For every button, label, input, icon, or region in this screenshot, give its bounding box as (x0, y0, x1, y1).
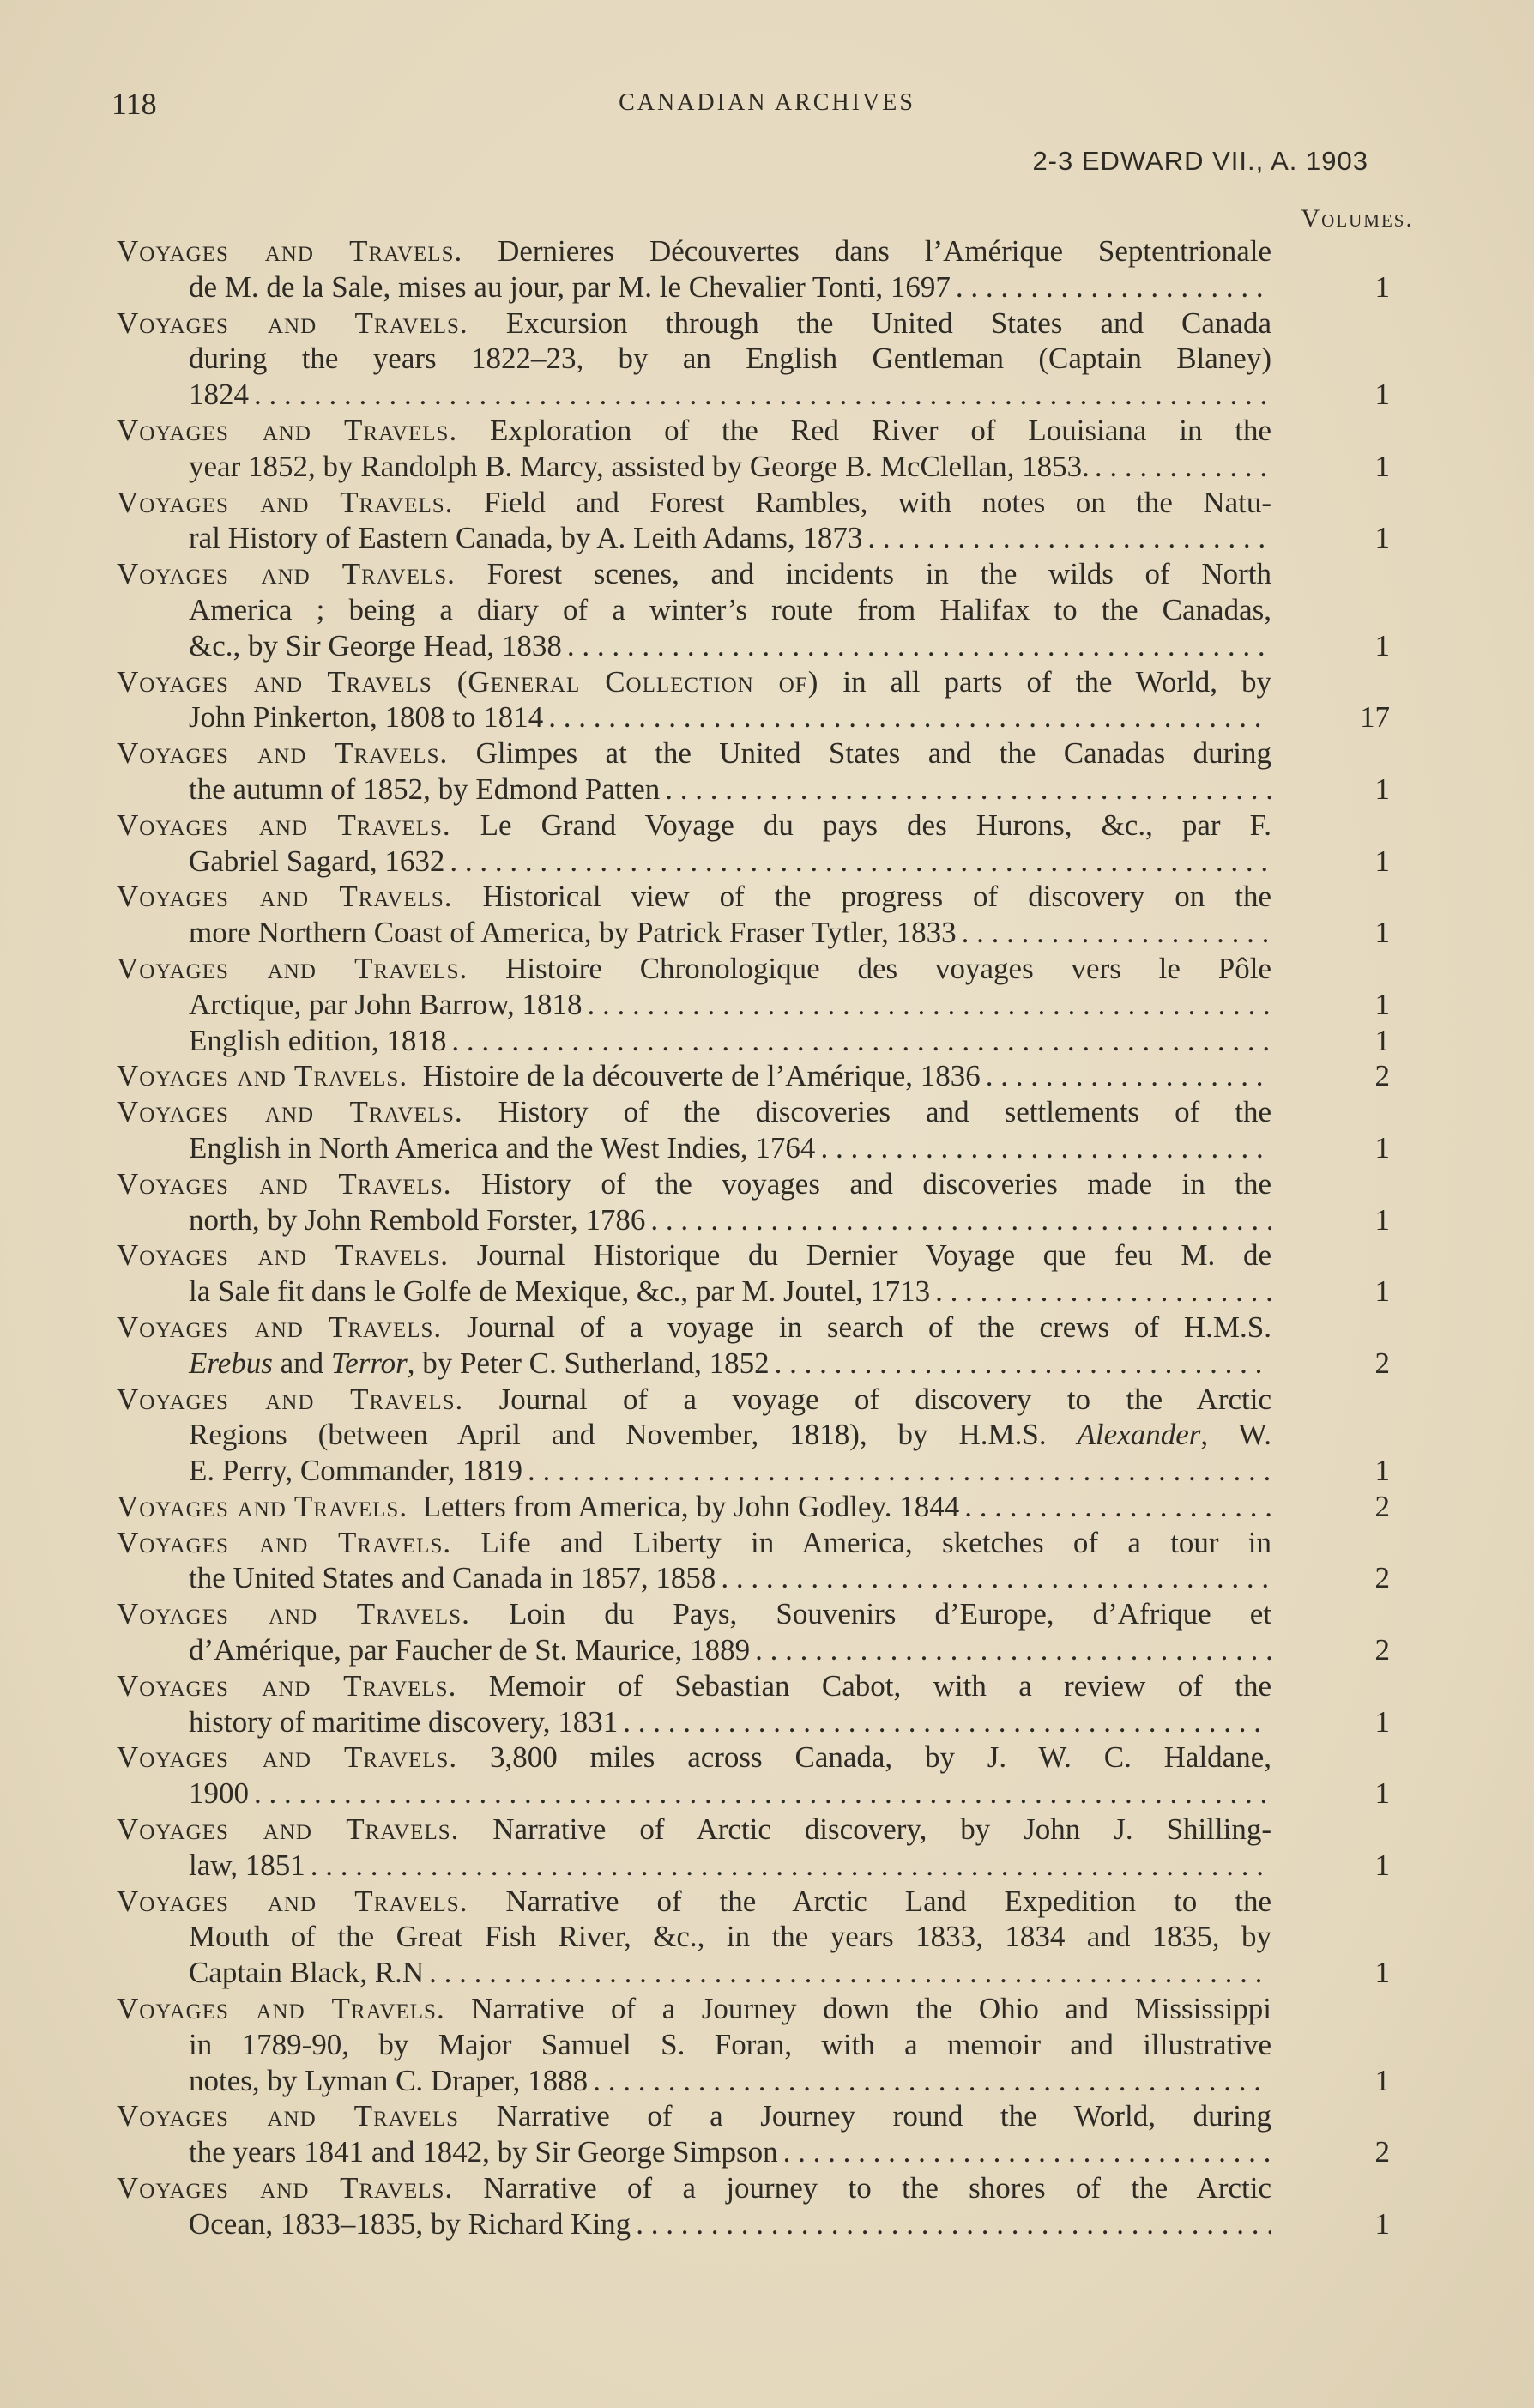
volume-count: 2 (1374, 1561, 1390, 1595)
volume-count: 1 (1374, 1130, 1390, 1165)
entry-last-line (117, 915, 1271, 951)
entry-text: the United States and Canada in 1857, 1858 (189, 1561, 716, 1595)
entry-line: Voyages and Travels. Narrative of a Journey down the Ohio and Mississippi (117, 1992, 1272, 2026)
dot-leader (650, 1202, 1271, 1238)
catalogue-entry (117, 664, 1390, 736)
dot-leader (548, 699, 1271, 735)
entry-line: Voyages and Travels. Historical view of the progress of discovery on the (117, 880, 1272, 914)
volume-count: 1 (1374, 1848, 1390, 1882)
dot-leader (721, 1560, 1271, 1596)
entry-text: E. Perry, Commander, 1819 (189, 1454, 523, 1488)
entry-heading: Voyages and Travels. (117, 2171, 454, 2205)
entry-heading: Voyages and Travels. (117, 1059, 408, 1093)
volume-count: 1 (1374, 628, 1390, 663)
dot-leader (429, 1955, 1271, 1991)
entry-last-line (117, 699, 1271, 735)
entry-heading: Voyages and Travels (General Collection of) (117, 664, 819, 699)
entry-line: Voyages and Travels. Life and Liberty in America, sketches of a tour in (117, 1525, 1271, 1559)
entry-line: Voyages and Travels. Loin du Pays, Souvenirs d’Europe, d’Afrique et (117, 1597, 1272, 1631)
entry-heading: Voyages and Travels. (117, 1740, 458, 1775)
entry-text: 1824 (189, 378, 249, 412)
entry-line: Voyages and Travels. Journal Historique du Dernier Voyage que feu M. de (117, 1238, 1272, 1273)
entry-last-line (117, 771, 1271, 808)
entry-heading: Voyages and Travels. (117, 1095, 463, 1129)
entry-line: America ; being a diary of a winter’s route from Halifax to the Canadas, (189, 592, 1271, 626)
dot-leader (587, 987, 1271, 1023)
dot-leader (636, 2206, 1271, 2242)
catalogue-entry (117, 1991, 1390, 2098)
entry-line: Voyages and Travels (General Collection of) in all parts of the World, by (117, 664, 1272, 699)
entry-last-line (117, 2206, 1271, 2242)
entry-text: ral History of Eastern Canada, by A. Leith Adams, 1873 (189, 521, 863, 555)
entry-last-line (117, 1632, 1271, 1668)
entry-line: Voyages and Travels. Narrative of a journey to the shores of the Arctic (117, 2171, 1272, 2205)
entry-line: Voyages and Travels. Narrative of Arctic discovery, by John J. Shilling- (117, 1812, 1271, 1847)
entry-line: Voyages and Travels. Excursion through the United States and Canada (117, 306, 1272, 340)
entry-heading: Voyages and Travels. (117, 1489, 408, 1523)
dot-leader (311, 1848, 1271, 1884)
entry-text: notes, by Lyman C. Draper, 1888 (189, 2063, 589, 2097)
entry-text: Erebus and Terror, by Peter C. Sutherland, 1852 (189, 1346, 770, 1380)
entry-line: Voyages and Travels. Forest scenes, and incidents in the wilds of North (117, 557, 1271, 591)
entry-last-line (117, 1274, 1271, 1310)
entry-last-line (117, 1202, 1271, 1238)
volume-count: 1 (1374, 378, 1390, 412)
entry-text: d’Amérique, par Faucher de St. Maurice, 1889 (189, 1633, 751, 1667)
entry-heading: Voyages and Travels. (117, 808, 451, 842)
entry-heading: Voyages and Travels. (117, 1382, 464, 1416)
entry-text: English in North America and the West Indies, 1764 (189, 1130, 816, 1165)
catalogue-entry (117, 1166, 1390, 1238)
dot-leader (775, 1346, 1271, 1382)
catalogue-entry (117, 233, 1390, 306)
entry-heading: Voyages and Travels (117, 2099, 460, 2133)
entry-text: &c., by Sir George Head, 1838 (189, 628, 562, 663)
entry-text: Voyages and Travels. Letters from America, by John Godley. 1844 (117, 1489, 960, 1523)
entry-heading: Voyages and Travels. (117, 1992, 445, 2026)
entry-last-line (117, 628, 1271, 664)
volume-count: 1 (1374, 1454, 1390, 1488)
catalogue-entry (117, 1525, 1390, 1597)
entry-line: Voyages and Travels. Exploration of the Red River of Louisiana in the (117, 413, 1272, 447)
entry-line: Voyages and Travels. Journal of a voyage in search of the crews of H.M.S. (117, 1310, 1272, 1344)
catalogue-entry (117, 485, 1390, 557)
dot-leader (820, 1130, 1271, 1166)
entry-text: more Northern Coast of America, by Patrick Fraser Tytler, 1833 (189, 916, 957, 950)
volume-count: 1 (1374, 449, 1390, 483)
volume-count: 2 (1374, 1633, 1390, 1667)
volume-count: 1 (1374, 521, 1390, 555)
catalogue-entry (117, 1058, 1390, 1094)
entry-heading: Voyages and Travels. (117, 413, 458, 447)
catalogue-entries (117, 233, 1390, 2242)
catalogue-entry (117, 879, 1390, 951)
volume-count: 1 (1374, 916, 1390, 950)
catalogue-entry (117, 1884, 1390, 1991)
dot-leader (254, 1776, 1271, 1812)
entry-last-line (117, 844, 1271, 880)
volume-count: 1 (1374, 1274, 1390, 1309)
entry-last-line (117, 269, 1271, 306)
volume-count: 1 (1374, 1776, 1390, 1811)
volume-count: 1 (1374, 1202, 1390, 1237)
catalogue-entry (117, 1023, 1390, 1059)
entry-line: Voyages and Travels. Memoir of Sebastian Cabot, with a review of the (117, 1668, 1271, 1703)
entry-last-line (117, 1955, 1271, 1991)
entry-text: Voyages and Travels. Histoire de la découverte de l’Amérique, 1836 (117, 1059, 981, 1093)
entry-last-line (117, 1560, 1271, 1596)
entry-last-line (117, 449, 1271, 485)
entry-heading: Voyages and Travels. (117, 1597, 470, 1631)
catalogue-entry (117, 808, 1390, 880)
dot-leader (1095, 449, 1271, 485)
entry-line: Voyages and Travels. Glimpes at the United States and the Canadas during (117, 736, 1272, 771)
catalogue-entry (117, 1310, 1390, 1382)
entry-last-line (117, 1453, 1271, 1489)
entry-heading: Voyages and Travels. (117, 557, 456, 591)
catalogue-entry (117, 306, 1390, 413)
entry-line: Voyages and Travels Narrative of a Journey round the World, during (117, 2099, 1271, 2133)
catalogue-entry (117, 951, 1390, 1023)
entry-line: Regions (between April and November, 1818), by H.M.S. Alexander, W. (189, 1418, 1271, 1452)
entry-last-line (117, 2063, 1271, 2099)
volumes-column-heading: Volumes. (1301, 204, 1414, 233)
entry-heading: Voyages and Travels. (117, 736, 449, 771)
catalogue-entry (117, 1812, 1390, 1884)
volume-count: 17 (1360, 700, 1390, 735)
catalogue-entry (117, 1237, 1390, 1310)
entry-text: 1900 (189, 1776, 249, 1811)
dot-leader (755, 1632, 1271, 1668)
entry-heading: Voyages and Travels. (117, 1668, 457, 1703)
dot-leader (450, 844, 1271, 880)
dot-leader (623, 1704, 1271, 1740)
entry-text: law, 1851 (189, 1848, 305, 1882)
volume-count: 2 (1374, 1346, 1390, 1380)
volume-count: 1 (1374, 1956, 1390, 1990)
entry-text: Gabriel Sagard, 1632 (189, 844, 445, 878)
dot-leader (956, 269, 1271, 306)
catalogue-entry (117, 2170, 1390, 2242)
entry-text: the years 1841 and 1842, by Sir George Simpson (189, 2135, 778, 2169)
dot-leader (593, 2063, 1271, 2099)
entry-last-line (117, 1776, 1271, 1812)
entry-last-line (117, 1346, 1271, 1382)
entry-text: English edition, 1818 (189, 1023, 447, 1057)
entry-line: Voyages and Travels. Dernieres Découvertes dans l’Amérique Septentrionale (117, 234, 1272, 268)
entry-text: John Pinkerton, 1808 to 1814 (189, 700, 544, 735)
volume-count: 1 (1374, 1023, 1390, 1057)
entry-last-line (117, 1130, 1271, 1166)
entry-line: Voyages and Travels. History of the discoveries and settlements of the (117, 1095, 1271, 1129)
dot-leader (451, 1023, 1271, 1059)
catalogue-entry (117, 2098, 1390, 2170)
entry-text: north, by John Rembold Forster, 1786 (189, 1202, 646, 1237)
volume-count: 2 (1374, 2135, 1390, 2169)
volume-count: 1 (1374, 987, 1390, 1021)
dot-leader (962, 915, 1271, 951)
catalogue-entry (117, 735, 1390, 808)
dot-leader (665, 771, 1271, 808)
volume-count: 2 (1374, 1059, 1390, 1093)
dot-leader (567, 628, 1271, 664)
session-label: 2-3 EDWARD VII., A. 1903 (1032, 146, 1368, 176)
entry-heading: Voyages and Travels. (117, 1884, 468, 1918)
entry-line: Voyages and Travels. Narrative of the Arctic Land Expedition to the (117, 1884, 1271, 1918)
catalogue-entry (117, 556, 1390, 663)
volume-count: 1 (1374, 844, 1390, 878)
entry-text: de M. de la Sale, mises au jour, par M. le Chevalier Tonti, 1697 (189, 269, 951, 304)
catalogue-entry (117, 1489, 1390, 1525)
catalogue-entry (117, 1739, 1390, 1812)
entry-text: Captain Black, R.N (189, 1956, 425, 1990)
dot-leader (935, 1274, 1271, 1310)
dot-leader (528, 1453, 1271, 1489)
volume-count: 1 (1374, 2206, 1390, 2241)
entry-heading: Voyages and Travels. (117, 234, 463, 268)
entry-last-line (117, 1023, 1271, 1059)
dot-leader (783, 2134, 1271, 2170)
entry-line: during the years 1822–23, by an English Gentleman (Captain Blaney) (189, 342, 1271, 376)
entry-text: la Sale fit dans le Golfe de Mexique, &c., par M. Joutel, 1713 (189, 1274, 931, 1309)
catalogue-entry (117, 1596, 1390, 1668)
entry-last-line (117, 2134, 1271, 2170)
entry-line: in 1789-90, by Major Samuel S. Foran, with a memoir and illustrative (189, 2027, 1271, 2061)
dot-leader (254, 377, 1271, 413)
entry-line: Mouth of the Great Fish River, &c., in the years 1833, 1834 and 1835, by (189, 1920, 1271, 1954)
volume-count: 1 (1374, 1704, 1390, 1739)
entry-heading: Voyages and Travels. (117, 1166, 452, 1201)
entry-line: Voyages and Travels. History of the voyages and discoveries made in the (117, 1166, 1271, 1201)
entry-heading: Voyages and Travels. (117, 1812, 460, 1847)
entry-text: Arctique, par John Barrow, 1818 (189, 987, 583, 1021)
entry-line: Voyages and Travels. Journal of a voyage of discovery to the Arctic (117, 1382, 1272, 1416)
entry-heading: Voyages and Travels. (117, 485, 454, 519)
entry-last-line (117, 1704, 1271, 1740)
catalogue-entry (117, 1668, 1390, 1740)
volume-count: 1 (1374, 771, 1390, 806)
entry-line: Voyages and Travels. Histoire Chronologique des voyages vers le Pôle (117, 951, 1272, 985)
entry-last-line (117, 1058, 1271, 1094)
entry-line: Voyages and Travels. Le Grand Voyage du pays des Hurons, &c., par F. (117, 808, 1271, 842)
entry-heading: Voyages and Travels. (117, 1310, 443, 1344)
entry-last-line (117, 1489, 1271, 1525)
entry-heading: Voyages and Travels. (117, 951, 468, 985)
dot-leader (986, 1058, 1271, 1094)
entry-text: year 1852, by Randolph B. Marcy, assisted by George B. McClellan, 1853. (189, 449, 1090, 483)
dot-leader (867, 520, 1271, 556)
entry-last-line (117, 520, 1271, 556)
catalogue-entry (117, 1094, 1390, 1166)
entry-heading: Voyages and Travels. (117, 880, 453, 914)
entry-text: Ocean, 1833–1835, by Richard King (189, 2206, 631, 2241)
entry-last-line (117, 987, 1271, 1023)
page-number: 118 (112, 87, 157, 121)
entry-line: Voyages and Travels. 3,800 miles across Canada, by J. W. C. Haldane, (117, 1740, 1271, 1775)
entry-last-line (117, 1848, 1271, 1884)
entry-heading: Voyages and Travels. (117, 1525, 452, 1559)
entry-text: history of maritime discovery, 1831 (189, 1704, 619, 1739)
volume-count: 2 (1374, 1489, 1390, 1523)
volume-count: 1 (1374, 269, 1390, 304)
entry-line: Voyages and Travels. Field and Forest Rambles, with notes on the Natu- (117, 485, 1272, 519)
entry-heading: Voyages and Travels. (117, 1238, 450, 1273)
running-head: CANADIAN ARCHIVES (619, 89, 915, 116)
dot-leader (964, 1489, 1271, 1525)
entry-text: the autumn of 1852, by Edmond Patten (189, 771, 661, 806)
volume-count: 1 (1374, 2063, 1390, 2097)
catalogue-entry (117, 1382, 1390, 1489)
entry-heading: Voyages and Travels. (117, 306, 468, 340)
entry-last-line (117, 377, 1271, 413)
catalogue-entry (117, 413, 1390, 485)
